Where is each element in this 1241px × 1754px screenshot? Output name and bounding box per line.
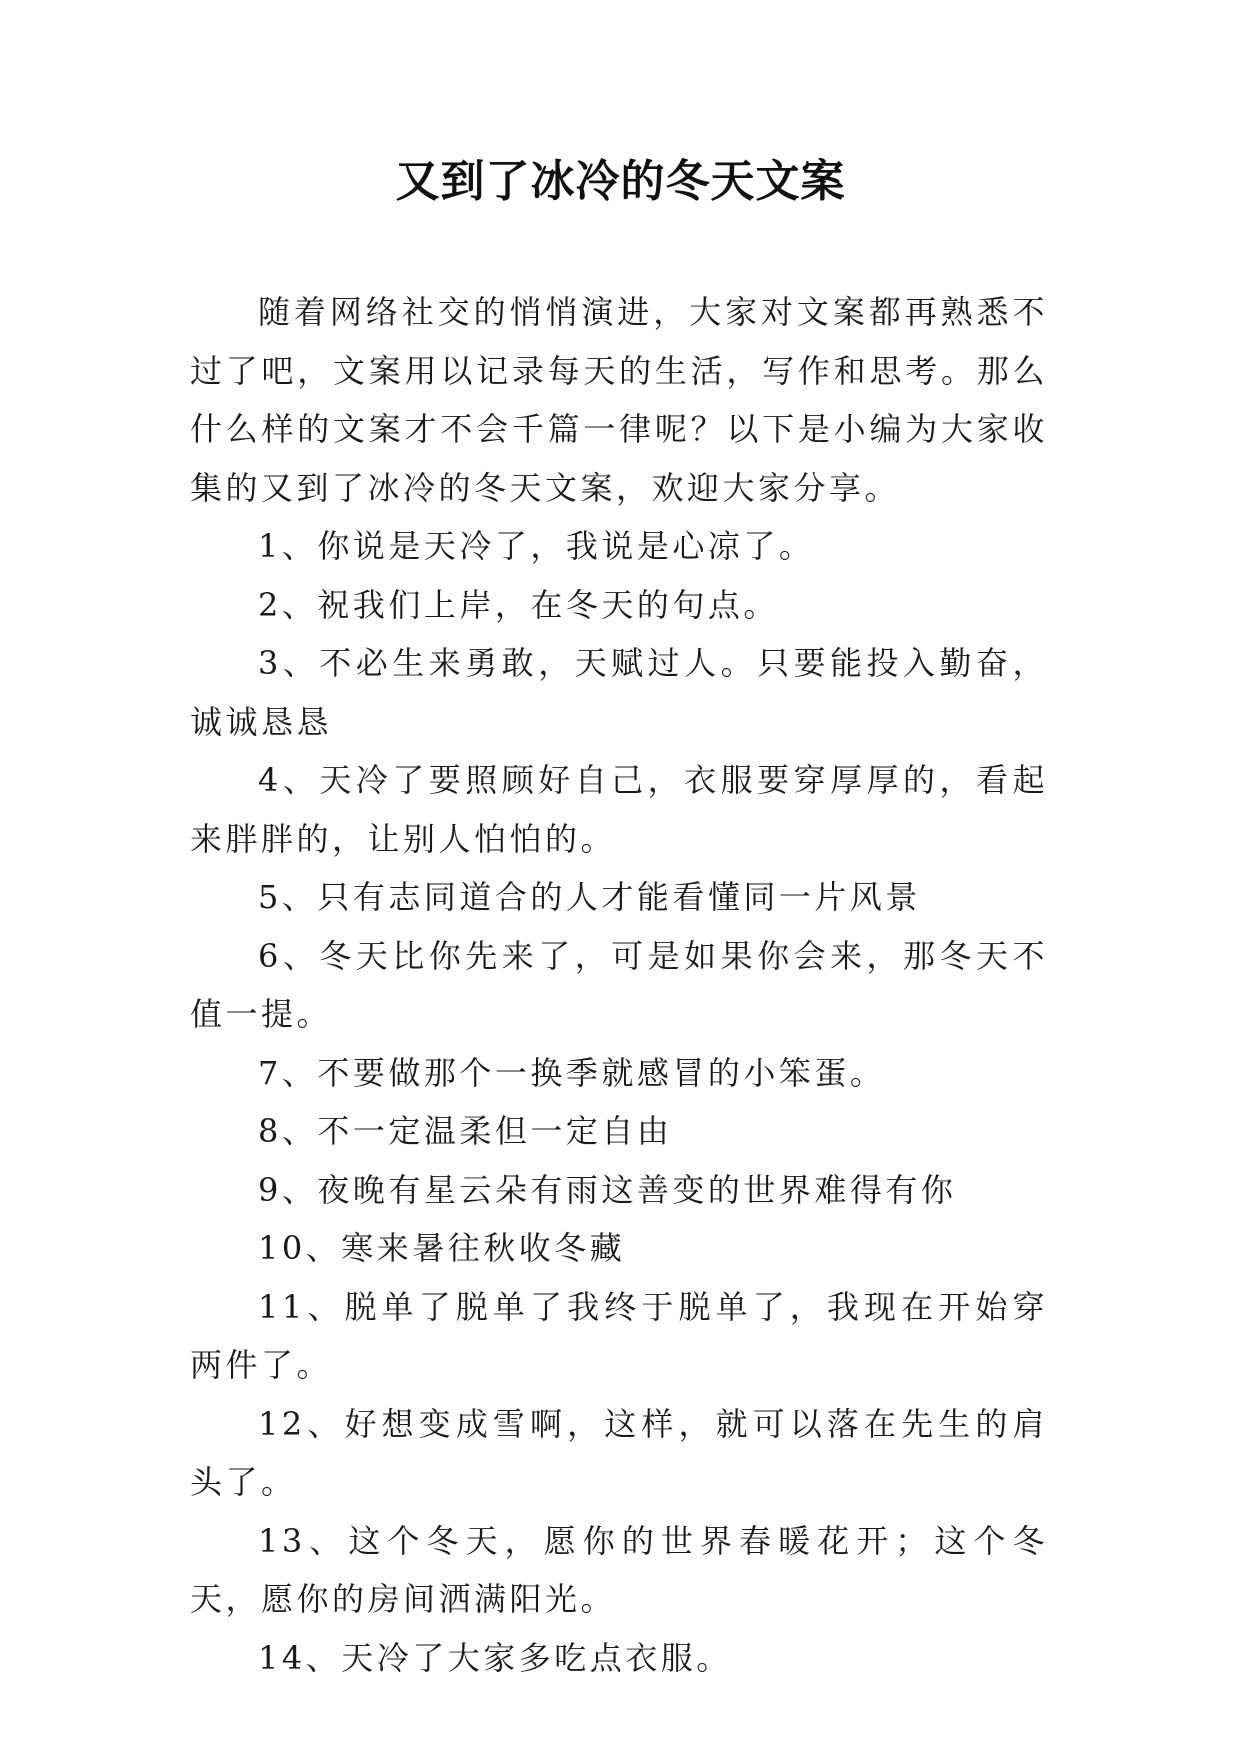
list-item: 12、好想变成雪啊，这样，就可以落在先生的肩头了。 [190, 1404, 1048, 1501]
list-item: 1、你说是天冷了，我说是心凉了。 [258, 527, 815, 565]
list-item: 3、不必生来勇敢，天赋过人。只要能投入勤奋，诚诚恳恳 [190, 644, 1048, 741]
list-item: 5、只有志同道合的人才能看懂同一片风景 [258, 878, 921, 916]
list-item: 11、脱单了脱单了我终于脱单了，我现在开始穿两件了。 [190, 1287, 1048, 1384]
list-item: 6、冬天比你先来了，可是如果你会来，那冬天不值一提。 [190, 936, 1048, 1033]
list-item: 14、天冷了大家多吃点衣服。 [258, 1638, 732, 1677]
intro-paragraph: 随着网络社交的悄悄演进，大家对文案都再熟悉不过了吧，文案用以记录每天的生活，写作和思考。那么什么样的文案才不会千篇一律呢？以下是小编为大家收集的又到了冰冷的冬天文案，欢迎大家分享。 [190, 293, 1048, 507]
list-item: 8、不一定温柔但一定自由 [258, 1112, 673, 1150]
list-item: 13、这个冬天，愿你的世界春暖花开；这个冬天，愿你的房间洒满阳光。 [190, 1521, 1048, 1618]
document-title: 又到了冰冷的冬天文案 [395, 156, 846, 207]
list-item: 4、天冷了要照顾好自己，衣服要穿厚厚的，看起来胖胖的，让别人怕怕的。 [190, 761, 1048, 858]
list-item: 10、寒来暑往秋收冬藏 [258, 1229, 626, 1267]
list-item: 2、祝我们上岸，在冬天的句点。 [258, 585, 779, 624]
document-body [190, 283, 1048, 1687]
list-item: 9、夜晚有星云朵有雨这善变的世界难得有你 [258, 1170, 957, 1209]
list-item: 7、不要做那个一换季就感冒的小笨蛋。 [258, 1053, 886, 1092]
